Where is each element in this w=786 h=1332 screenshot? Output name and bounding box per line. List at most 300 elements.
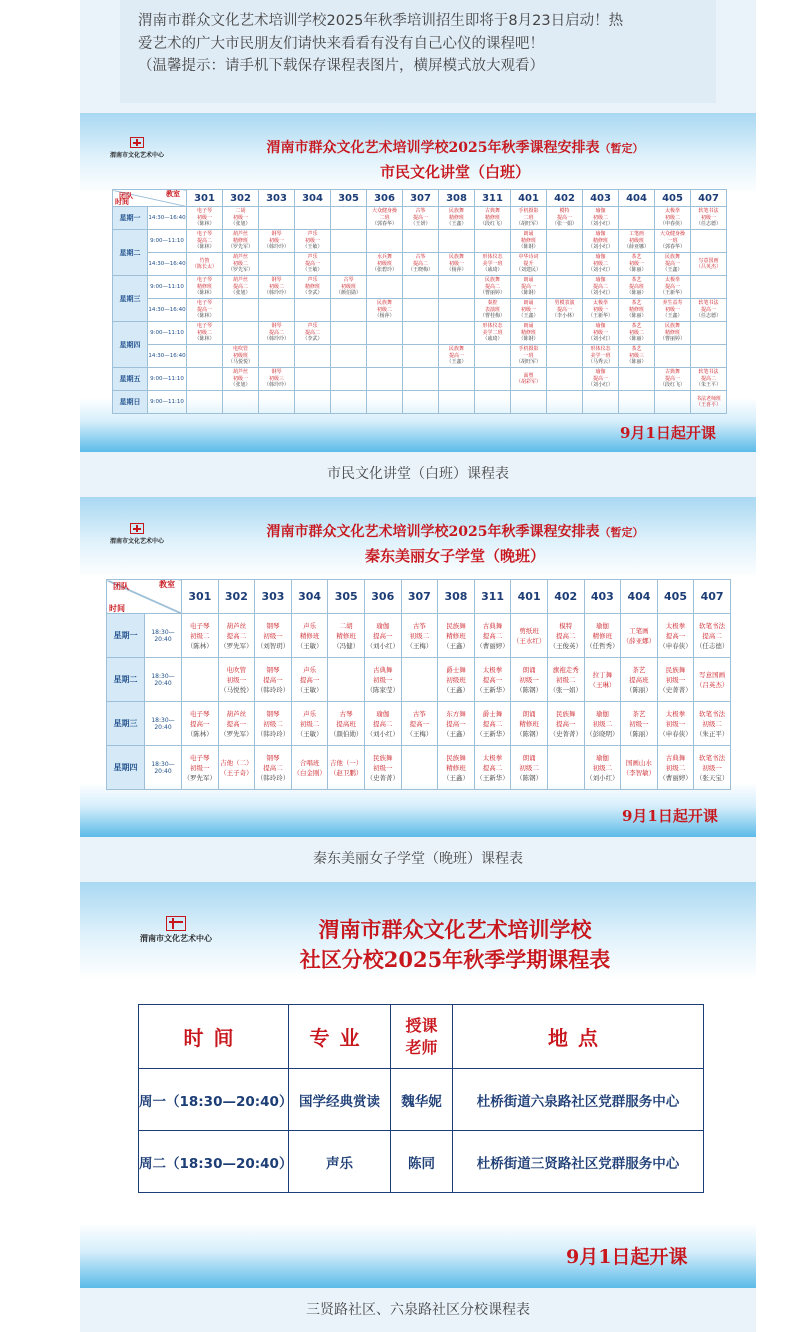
empty-cell — [547, 345, 583, 368]
course-cell — [619, 299, 655, 322]
course-cell — [259, 230, 295, 253]
header-major: 专业 — [289, 1005, 391, 1069]
course-line: （陈丽） — [626, 313, 647, 320]
course-line: 提高一 — [664, 260, 680, 267]
course-line: 美学一班 — [590, 352, 611, 359]
course-line: 提高一 — [412, 214, 428, 221]
course-line: 提高一 — [664, 283, 680, 290]
course-cell — [511, 658, 548, 702]
course-cell — [187, 230, 223, 253]
course-cell — [619, 322, 655, 345]
course-line: 钢琴 — [266, 753, 280, 762]
empty-cell — [439, 276, 475, 299]
course-cell — [367, 253, 403, 276]
course-line: 钢琴 — [266, 665, 280, 674]
course-line: 提高二 — [412, 260, 428, 267]
course-cell — [328, 746, 365, 790]
course-line: 古琴 — [343, 277, 354, 284]
course-cell — [295, 253, 331, 276]
course-line: 提高一 — [556, 306, 572, 313]
room-header: 401 — [511, 190, 547, 207]
empty-cell — [295, 391, 331, 414]
course-line: 初级一 — [592, 306, 608, 313]
course-line: （陈钢） — [518, 336, 539, 343]
course-line: 初级一 — [268, 237, 284, 244]
empty-cell — [475, 368, 511, 391]
room-header: 402 — [547, 190, 583, 207]
course-cell — [621, 746, 658, 790]
course-line: （陈钢） — [516, 685, 543, 694]
course-cell — [655, 253, 691, 276]
empty-cell — [439, 230, 475, 253]
course-cell — [691, 368, 727, 391]
day-label: 星期四 — [107, 746, 145, 790]
course-line: 电子琴 — [196, 277, 212, 284]
course-line: 面塑 — [523, 372, 534, 379]
time-slot: 18:30—20:40 — [145, 702, 182, 746]
course-line: 精修班 — [484, 214, 500, 221]
course-cell — [511, 253, 547, 276]
course-line: （陈钢） — [518, 290, 539, 297]
course-line: 初级一 — [664, 306, 680, 313]
course-line: 合唱班 — [299, 758, 320, 767]
course-cell — [223, 253, 259, 276]
course-line: 朗诵 — [523, 231, 534, 238]
schedule-poster-community[interactable] — [80, 882, 756, 1288]
course-line: （戚琦） — [482, 336, 503, 343]
course-line: （王敏） — [302, 244, 323, 251]
course-line: （韩玲玲） — [263, 382, 289, 389]
empty-cell — [367, 230, 403, 253]
course-line: 提高二 — [196, 237, 212, 244]
course-cell — [583, 368, 619, 391]
course-line: （胡彩军） — [515, 379, 541, 385]
course-cell — [619, 276, 655, 299]
course-cell — [401, 702, 438, 746]
room-header: 306 — [367, 190, 403, 207]
course-cell — [474, 702, 511, 746]
course-line: 古筝 — [412, 709, 426, 718]
room-header: 403 — [584, 580, 621, 614]
course-line: （郭春华） — [371, 221, 397, 228]
course-cell — [619, 253, 655, 276]
caption-evening-schedule: 秦东美丽女子学堂（晚班）课程表 — [80, 837, 756, 882]
course-line: （陈林） — [194, 221, 215, 228]
empty-cell — [619, 368, 655, 391]
course-line: 大众健身操 — [371, 208, 397, 215]
day-label: 星期五 — [113, 368, 148, 391]
course-line: （吕英杰） — [695, 680, 729, 689]
course-cell — [439, 345, 475, 368]
empty-cell — [259, 207, 295, 230]
schedule-header-row — [107, 580, 731, 614]
course-line: （张一娟） — [549, 685, 582, 694]
course-line: 钢琴 — [271, 369, 282, 376]
empty-cell — [547, 276, 583, 299]
course-line: （王鑫） — [662, 313, 683, 320]
course-line: （曹丽婷） — [479, 290, 505, 297]
course-line: 软笔书法 — [698, 369, 719, 376]
course-line: 初级一 — [232, 214, 248, 221]
course-line: 民族舞 — [484, 277, 500, 284]
empty-cell — [223, 299, 259, 322]
room-header: 303 — [259, 190, 295, 207]
course-line: 古筝 — [412, 621, 426, 630]
empty-cell — [223, 322, 259, 345]
course-line: 提高班 — [336, 719, 356, 728]
course-line: （申春侠） — [659, 221, 685, 228]
course-cell — [438, 658, 475, 702]
course-line: （朱王平） — [695, 382, 721, 389]
course-line: 写意国画 — [699, 670, 726, 679]
course-cell — [367, 299, 403, 322]
course-line: （王子奇） — [220, 768, 253, 777]
course-line: 国画山水 — [625, 758, 652, 767]
course-line: 茶艺 — [631, 300, 642, 307]
room-header: 302 — [223, 190, 259, 207]
course-line: 朗诵 — [523, 323, 534, 330]
logo-name: 渭南市文化艺术中心 — [140, 934, 212, 943]
course-line: （王鑫） — [446, 221, 467, 228]
schedule-poster-day[interactable] — [80, 113, 756, 452]
room-header: 403 — [583, 190, 619, 207]
course-line: 初级班 — [376, 260, 392, 267]
course-line: 民族舞 — [448, 346, 464, 353]
course-line: （刘小红） — [366, 641, 400, 650]
course-line: 提高一 — [373, 631, 393, 640]
course-line: 精修班 — [336, 631, 356, 640]
room-header: 307 — [403, 190, 439, 207]
course-line: 初级二 — [376, 306, 392, 313]
room-header: 401 — [511, 580, 548, 614]
course-cell — [331, 276, 367, 299]
course-cell — [187, 253, 223, 276]
course-cell — [255, 702, 292, 746]
course-line: 民族舞 — [448, 208, 464, 215]
course-line: 吉他（一） — [329, 758, 363, 767]
empty-cell — [439, 368, 475, 391]
course-cell — [584, 614, 621, 658]
course-line: （戚琦） — [482, 267, 503, 274]
course-line: 初级一 — [628, 260, 644, 267]
course-line: 钢琴 — [266, 709, 280, 718]
poster-subtitle: 秦东美丽女子学堂（晚班） — [364, 547, 545, 565]
opening-date: 9月1日起开课 — [566, 1246, 688, 1268]
course-line: 提高一 — [196, 306, 212, 313]
course-line: 初级二 — [592, 763, 613, 772]
course-line: 工笔画 — [629, 626, 649, 635]
course-cell — [694, 658, 731, 702]
course-line: 精修班 — [446, 631, 466, 640]
course-line: （陈钢） — [518, 244, 539, 251]
course-line: 初级一 — [592, 329, 608, 336]
time-slot: 18:30—20:40 — [145, 746, 182, 790]
course-line: 精修班 — [304, 283, 320, 290]
course-line: （王晓梅） — [407, 267, 433, 274]
empty-cell — [511, 391, 547, 414]
row-major: 声乐 — [289, 1131, 391, 1193]
row-teacher: 魏华妮 — [391, 1069, 453, 1131]
course-line: （白金刚） — [293, 768, 326, 777]
course-line: （任志德） — [695, 313, 721, 320]
course-line: （王鑫） — [442, 729, 469, 738]
course-cell — [255, 614, 292, 658]
course-line: 形体仪态 — [482, 323, 503, 330]
course-cell — [187, 276, 223, 299]
course-line: （朱正平） — [695, 729, 729, 738]
course-line: 太极拳 — [665, 709, 686, 718]
poster-title-text: 渭南市群众文化艺术培训学校2025年秋季课程安排表 — [266, 140, 600, 156]
course-line: 民族舞 — [664, 323, 680, 330]
course-line: 古典舞 — [373, 665, 393, 674]
course-line: 大众健身操 — [659, 231, 685, 238]
time-slot: 9:00—11:10 — [148, 391, 187, 414]
course-line: 初级一 — [629, 719, 649, 728]
course-cell — [259, 322, 295, 345]
row-location: 杜桥街道三贤路社区党群服务中心 — [453, 1131, 704, 1193]
course-cell — [475, 299, 511, 322]
row-location: 杜桥街道六泉路社区党群服务中心 — [453, 1069, 704, 1131]
course-line: （王新华） — [659, 290, 685, 297]
empty-cell — [331, 207, 367, 230]
course-line: （申春侠） — [659, 641, 692, 650]
course-line: （李小林） — [551, 313, 577, 320]
course-line: （张一娟） — [551, 221, 577, 228]
course-line: （申春侠） — [659, 729, 692, 738]
course-cell — [691, 253, 727, 276]
course-line: 爵士舞 — [482, 709, 503, 718]
empty-cell — [403, 299, 439, 322]
course-line: 提高二 — [482, 719, 503, 728]
course-line: （王敏） — [302, 267, 323, 274]
empty-cell — [367, 391, 403, 414]
course-cell — [655, 299, 691, 322]
course-line: （罗先军） — [220, 729, 253, 738]
course-line: 古典舞 — [664, 369, 680, 376]
empty-cell — [187, 345, 223, 368]
course-line: 提高二 — [268, 329, 284, 336]
course-line: （张旭） — [230, 290, 251, 297]
day-label: 星期四 — [113, 322, 148, 368]
course-cell — [474, 658, 511, 702]
course-line: （曹丽婷） — [659, 336, 685, 343]
course-cell — [474, 746, 511, 790]
intro-notice — [120, 0, 716, 103]
course-cell — [223, 345, 259, 368]
course-line: 提高一 — [520, 283, 536, 290]
course-cell — [364, 746, 401, 790]
course-line: （王新华） — [476, 773, 509, 782]
course-line: （王新华） — [476, 685, 509, 694]
course-cell — [223, 368, 259, 391]
course-line: 太极拳 — [665, 621, 686, 630]
course-cell — [328, 614, 365, 658]
room-header: 404 — [621, 580, 658, 614]
course-cell — [657, 658, 694, 702]
table-row — [113, 299, 727, 322]
room-header: 308 — [438, 580, 475, 614]
day-label: 星期三 — [113, 276, 148, 322]
course-line: （史菁菁） — [366, 773, 400, 782]
logo-mark-icon — [166, 916, 186, 931]
day-label: 星期日 — [113, 391, 148, 414]
time-slot: 9:00—11:10 — [148, 368, 187, 391]
course-line: 初级一 — [226, 675, 247, 684]
course-cell — [694, 702, 731, 746]
poster-subtitle: 市民文化讲堂（白班） — [379, 163, 530, 181]
room-header: 405 — [657, 580, 694, 614]
course-line: （韩玲玲） — [263, 244, 289, 251]
course-line: （刘小红） — [366, 729, 400, 738]
course-line: （陈钢） — [516, 729, 543, 738]
course-line: 初级二 — [702, 719, 722, 728]
course-line: 葫芦丝 — [232, 369, 248, 376]
course-line: 初级一 — [190, 763, 210, 772]
course-line: 提高二 — [482, 631, 503, 640]
course-line: （任哲秀） — [586, 641, 619, 650]
course-line: 软笔书法 — [698, 300, 719, 307]
course-line: （任志德） — [695, 641, 729, 650]
empty-cell — [547, 253, 583, 276]
time-slot: 18:30—20:40 — [145, 614, 182, 658]
course-line: 瑜伽 — [376, 621, 390, 630]
course-line: 精修班 — [448, 214, 464, 221]
room-header: 311 — [474, 580, 511, 614]
course-line: 初级二 — [665, 763, 686, 772]
course-line: （王敏） — [296, 641, 323, 650]
course-line: 软笔书法 — [698, 208, 719, 215]
course-line: （陈林） — [194, 336, 215, 343]
course-cell — [547, 614, 584, 658]
course-line: 葫芦丝 — [232, 277, 248, 284]
course-line: 电子琴 — [190, 709, 210, 718]
course-line: 声乐 — [307, 323, 318, 330]
course-line: 古典舞 — [665, 753, 686, 762]
poster-title — [195, 137, 715, 157]
course-line: 拉丁舞 — [592, 670, 613, 679]
course-line: 提高一 — [190, 719, 210, 728]
course-line: （王鑫） — [518, 313, 539, 320]
course-line: （胡旺军） — [515, 221, 541, 228]
course-cell — [438, 614, 475, 658]
course-line: 写意国画 — [698, 257, 719, 264]
course-line: 二班 — [523, 214, 534, 221]
course-cell — [511, 746, 548, 790]
course-cell — [547, 299, 583, 322]
course-line: 瑜伽 — [595, 231, 606, 238]
course-cell — [621, 702, 658, 746]
course-line: 初级二 — [409, 631, 430, 640]
course-cell — [364, 702, 401, 746]
course-line: 茶艺 — [632, 709, 646, 718]
course-line: （陈丽） — [626, 290, 647, 297]
course-line: 初级二 — [592, 719, 613, 728]
course-line: 初级二 — [628, 329, 644, 336]
course-line: （王敏） — [296, 685, 323, 694]
center-logo — [110, 137, 164, 159]
empty-cell — [547, 368, 583, 391]
course-line: 初级一 — [665, 675, 686, 684]
course-line: 美学一班 — [482, 260, 503, 267]
intro-line-2: 爱艺术的广大市民朋友们请快来看看有没有自己心仪的课程吧！ — [138, 35, 544, 52]
room-header: 304 — [291, 580, 328, 614]
course-cell — [583, 345, 619, 368]
course-line: （王敏） — [296, 729, 323, 738]
corner-corner-mid: 团队 — [113, 582, 129, 591]
course-cell — [259, 368, 295, 391]
day-label: 星期二 — [107, 658, 145, 702]
poster-title-text: 渭南市群众文化艺术培训学校2025年秋季课程安排表 — [266, 524, 600, 540]
course-line: 瑜伽 — [595, 753, 609, 762]
course-line: 朗诵 — [523, 300, 534, 307]
course-line: 茶艺 — [631, 323, 642, 330]
course-line: 剪纸班 — [519, 626, 539, 635]
empty-cell — [439, 322, 475, 345]
course-cell — [619, 345, 655, 368]
course-line: 男模表演 — [554, 300, 575, 307]
course-line: 二胡 — [235, 208, 246, 215]
course-line: 茶艺 — [631, 277, 642, 284]
empty-cell — [295, 299, 331, 322]
caption-community-schedule: 三贤路社区、六泉路社区分校课程表 — [80, 1288, 756, 1332]
course-cell — [583, 322, 619, 345]
course-line: 古典舞 — [482, 621, 503, 630]
course-line: （韩玲玲） — [263, 290, 289, 297]
community-schedule-table — [138, 1004, 704, 1193]
course-cell — [364, 658, 401, 702]
course-cell — [583, 207, 619, 230]
course-cell — [223, 207, 259, 230]
course-line: 民族舞 — [664, 254, 680, 261]
table-row — [113, 230, 727, 253]
course-cell — [694, 614, 731, 658]
empty-cell — [691, 345, 727, 368]
course-cell — [511, 299, 547, 322]
course-line: （吕英杰） — [695, 264, 721, 270]
course-cell — [511, 702, 548, 746]
course-line: 太极拳 — [482, 753, 503, 762]
course-line: 模特 — [559, 208, 570, 215]
course-line: 精修班 — [664, 329, 680, 336]
course-line: （马悦悦） — [227, 359, 253, 366]
course-cell — [401, 614, 438, 658]
course-cell — [475, 253, 511, 276]
course-cell — [438, 702, 475, 746]
empty-cell — [403, 345, 439, 368]
empty-cell — [331, 368, 367, 391]
course-cell — [621, 658, 658, 702]
row-time: 周二（18:30—20:40） — [139, 1131, 289, 1193]
time-slot: 9:00—11:10 — [148, 230, 187, 253]
empty-cell — [331, 230, 367, 253]
course-line: 朗诵 — [522, 709, 536, 718]
course-line: （郭春华） — [659, 244, 685, 251]
empty-cell — [331, 253, 367, 276]
time-slot: 14:30—16:40 — [148, 345, 187, 368]
empty-cell — [547, 230, 583, 253]
course-cell — [218, 702, 255, 746]
course-line: 瑜伽 — [595, 323, 606, 330]
row-teacher: 陈同 — [391, 1131, 453, 1193]
table-row — [113, 276, 727, 299]
course-line: 提高一 — [446, 719, 466, 728]
course-line: 声乐 — [303, 621, 317, 630]
room-header: 405 — [655, 190, 691, 207]
schedule-poster-evening[interactable] — [80, 497, 756, 837]
caption-day-schedule: 市民文化讲堂（白班）课程表 — [80, 452, 756, 497]
course-line: 提高一 — [409, 719, 430, 728]
empty-cell — [259, 299, 295, 322]
